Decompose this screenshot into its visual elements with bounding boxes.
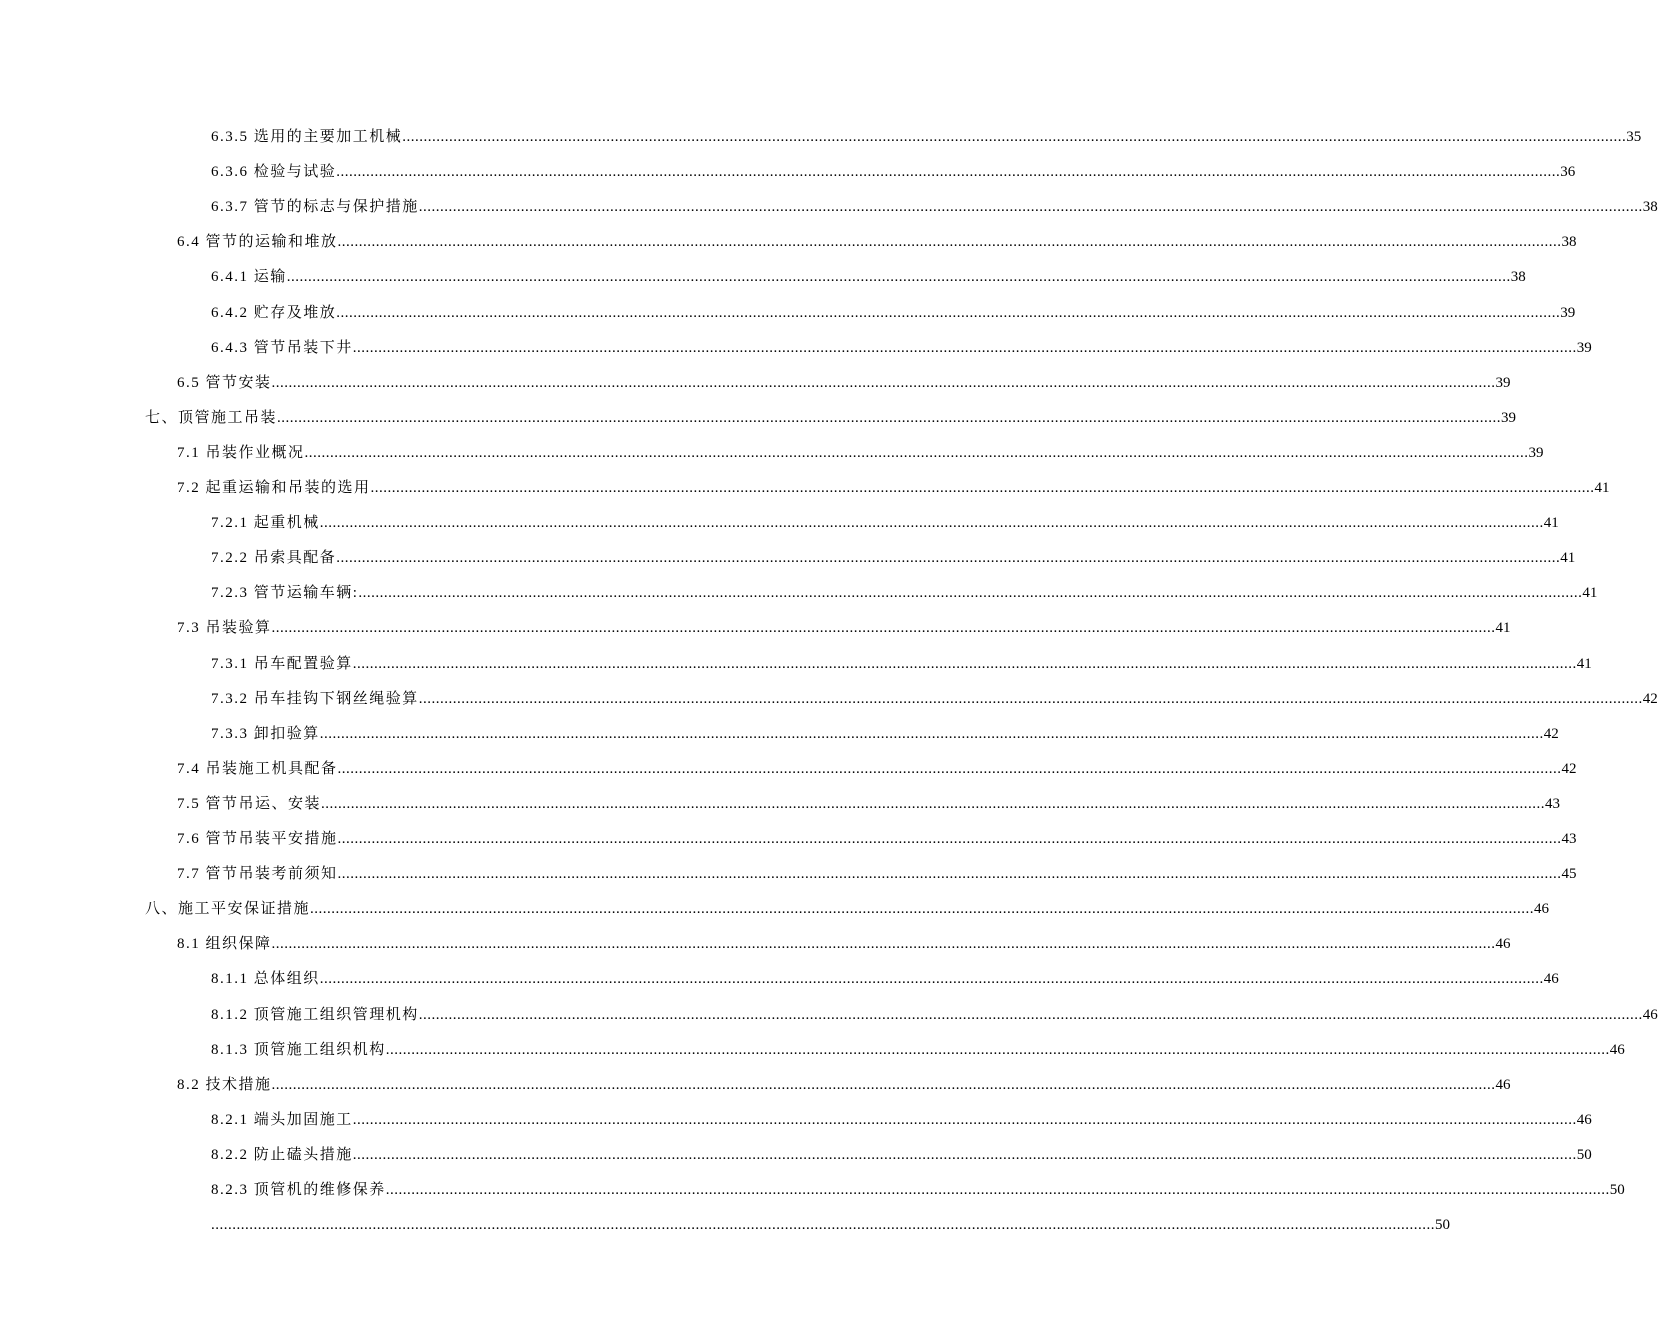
toc-page-number: 41 xyxy=(1576,655,1592,672)
toc-entry-title: 8.1 组织保障 xyxy=(177,936,272,953)
toc-entry[interactable] xyxy=(211,684,1658,714)
toc-dot-leader: ................................................................................................................................................................................................................................................................................................ xyxy=(418,690,1643,707)
toc-page-number: 39 xyxy=(1495,374,1511,391)
toc-dot-leader: ................................................................................................................................................................................................................................................................................................ xyxy=(385,1182,1610,1198)
toc-entry-title: 8.1.3 顶管施工组织机构 xyxy=(211,1041,386,1058)
toc-dot-leader: ................................................................................................................................................................................................................................................................................................ xyxy=(271,1076,1496,1093)
toc-page-number: 46 xyxy=(1543,971,1559,988)
toc-page-number: 50 xyxy=(1435,1217,1450,1234)
toc-entry-title: 6.4.3 管节吊装下井 xyxy=(211,339,353,356)
toc-dot-leader: ................................................................................................................................................................................................................................................................................................ xyxy=(319,515,1544,532)
toc-page-number: 41 xyxy=(1582,585,1598,602)
toc-entry-title: 7.3 吊装验算 xyxy=(177,620,272,637)
toc-page-number: 41 xyxy=(1594,480,1610,496)
toc-page-number: 41 xyxy=(1495,620,1511,637)
toc-entry-title: 6.3.5 选用的主要加工机械 xyxy=(211,129,403,145)
toc-entry[interactable] xyxy=(177,1070,1511,1100)
toc-page-number: 35 xyxy=(1626,129,1642,145)
toc-entry-title: 7.1 吊装作业概况 xyxy=(177,444,305,461)
toc-page-number: 45 xyxy=(1561,866,1577,883)
toc-dot-leader: ................................................................................................................................................................................................................................................................................................ xyxy=(271,620,1496,637)
toc-dot-leader: ................................................................................................................................................................................................................................................................................................ xyxy=(211,1217,1435,1234)
toc-entry[interactable] xyxy=(211,1140,1592,1170)
toc-entry-title: 7.3.3 卸扣验算 xyxy=(211,725,320,742)
toc-dot-leader: ................................................................................................................................................................................................................................................................................................ xyxy=(418,1006,1643,1023)
toc-page-number: 50 xyxy=(1609,1182,1625,1198)
toc-entry-title: 7.4 吊装施工机具配备 xyxy=(177,760,338,777)
toc-dot-leader: ................................................................................................................................................................................................................................................................................................ xyxy=(337,866,1562,883)
toc-dot-leader: ................................................................................................................................................................................................................................................................................................ xyxy=(277,409,1502,426)
toc-page-number: 46 xyxy=(1642,1006,1658,1023)
toc-entry-title: 7.5 管节吊运、安装 xyxy=(177,795,322,812)
toc-dot-leader: ................................................................................................................................................................................................................................................................................................ xyxy=(271,374,1496,391)
toc-entry[interactable] xyxy=(211,543,1576,573)
toc-entry[interactable] xyxy=(177,613,1511,643)
toc-page-number: 41 xyxy=(1543,515,1559,532)
toc-entry-title: 七、顶管施工吊装 xyxy=(145,409,278,426)
toc-entry[interactable] xyxy=(177,368,1511,398)
toc-entry[interactable] xyxy=(211,508,1559,538)
toc-entry-title: 7.6 管节吊装平安措施 xyxy=(177,831,338,847)
toc-page-number: 38 xyxy=(1642,199,1658,216)
toc-entry[interactable] xyxy=(211,1000,1658,1030)
toc-page-number: 39 xyxy=(1528,444,1544,461)
toc-entry[interactable] xyxy=(177,438,1544,468)
toc-entry[interactable] xyxy=(177,929,1511,959)
toc-entry[interactable] xyxy=(211,719,1559,749)
toc-dot-leader: ................................................................................................................................................................................................................................................................................................ xyxy=(336,304,1561,321)
toc-dot-leader: ................................................................................................................................................................................................................................................................................................ xyxy=(336,164,1561,181)
toc-page-number: 43 xyxy=(1561,831,1577,847)
toc-entry[interactable] xyxy=(211,298,1576,328)
toc-dot-leader: ................................................................................................................................................................................................................................................................................................ xyxy=(337,234,1562,251)
toc-page-number: 38 xyxy=(1561,234,1577,251)
toc-page-number: 38 xyxy=(1510,269,1526,286)
toc-entry-title: 6.3.6 检验与试验 xyxy=(211,164,337,181)
toc-dot-leader: ................................................................................................................................................................................................................................................................................................ xyxy=(370,480,1595,496)
toc-entry[interactable] xyxy=(211,157,1576,187)
toc-page-number: 39 xyxy=(1501,409,1517,426)
toc-entry-title: 8.2.3 顶管机的维修保养 xyxy=(211,1182,386,1198)
toc-dot-leader: ................................................................................................................................................................................................................................................................................................ xyxy=(319,971,1544,988)
toc-page-number: 50 xyxy=(1576,1146,1592,1163)
toc-entry-title: 7.2.1 起重机械 xyxy=(211,515,320,532)
toc-page-number: 46 xyxy=(1576,1111,1592,1128)
toc-page-number: 39 xyxy=(1560,304,1576,321)
toc-entry[interactable] xyxy=(211,649,1592,679)
toc-entry[interactable] xyxy=(211,578,1598,608)
toc-dot-leader: ................................................................................................................................................................................................................................................................................................ xyxy=(271,936,1496,953)
toc-entry[interactable] xyxy=(211,1105,1592,1135)
toc-entry-title: 8.2 技术措施 xyxy=(177,1076,272,1093)
toc-entry[interactable] xyxy=(177,473,1610,503)
toc-dot-leader: ................................................................................................................................................................................................................................................................................................ xyxy=(402,129,1627,145)
toc-page-number: 42 xyxy=(1642,690,1658,707)
toc-dot-leader: ................................................................................................................................................................................................................................................................................................ xyxy=(321,795,1546,812)
toc-page-number: 46 xyxy=(1495,936,1511,953)
toc-dot-leader: ................................................................................................................................................................................................................................................................................................ xyxy=(352,339,1577,356)
toc-page-number: 46 xyxy=(1609,1041,1625,1058)
toc-dot-leader: ................................................................................................................................................................................................................................................................................................ xyxy=(310,901,1535,918)
toc-entry[interactable] xyxy=(211,1210,1450,1240)
toc-entry[interactable] xyxy=(211,192,1658,222)
toc-entry-title: 7.3.1 吊车配置验算 xyxy=(211,655,353,672)
toc-entry[interactable] xyxy=(211,262,1526,292)
toc-entry[interactable] xyxy=(177,227,1577,257)
toc-page-number: 36 xyxy=(1560,164,1576,181)
toc-entry[interactable] xyxy=(211,122,1642,152)
toc-entry-title: 6.5 管节安装 xyxy=(177,374,272,391)
toc-entry[interactable] xyxy=(177,754,1577,784)
toc-dot-leader: ................................................................................................................................................................................................................................................................................................ xyxy=(337,831,1562,847)
toc-entry[interactable] xyxy=(211,964,1559,994)
toc-page-number: 42 xyxy=(1561,760,1577,777)
toc-entry-title: 6.3.7 管节的标志与保护措施 xyxy=(211,199,419,216)
toc-dot-leader: ................................................................................................................................................................................................................................................................................................ xyxy=(418,199,1643,216)
toc-entry[interactable] xyxy=(211,1175,1625,1205)
toc-entry-title: 8.1.1 总体组织 xyxy=(211,971,320,988)
toc-dot-leader: ................................................................................................................................................................................................................................................................................................ xyxy=(352,655,1577,672)
toc-entry[interactable] xyxy=(211,1035,1625,1065)
toc-dot-leader: ................................................................................................................................................................................................................................................................................................ xyxy=(336,550,1561,567)
toc-entry-title: 8.2.1 端头加固施工 xyxy=(211,1111,353,1128)
toc-entry[interactable] xyxy=(211,333,1592,363)
toc-entry[interactable] xyxy=(177,859,1577,889)
toc-page-number: 41 xyxy=(1560,550,1576,567)
toc-entry-title: 7.7 管节吊装考前须知 xyxy=(177,866,338,883)
toc-dot-leader: ................................................................................................................................................................................................................................................................................................ xyxy=(286,269,1511,286)
toc-entry[interactable] xyxy=(177,824,1577,854)
toc-entry-title: 7.3.2 吊车挂钩下钢丝绳验算 xyxy=(211,690,419,707)
toc-page-number: 46 xyxy=(1495,1076,1511,1093)
toc-entry-title: 八、施工平安保证措施 xyxy=(145,901,311,918)
toc-dot-leader: ................................................................................................................................................................................................................................................................................................ xyxy=(337,760,1562,777)
toc-dot-leader: ................................................................................................................................................................................................................................................................................................ xyxy=(352,1146,1577,1163)
toc-entry-title: 6.4 管节的运输和堆放 xyxy=(177,234,338,251)
toc-entry-title: 8.2.2 防止磕头措施 xyxy=(211,1146,353,1163)
toc-entry[interactable] xyxy=(145,894,1550,924)
toc-entry-title: 7.2 起重运输和吊装的选用 xyxy=(177,480,371,496)
toc-entry[interactable] xyxy=(177,789,1561,819)
toc-entry-title: 8.1.2 顶管施工组织管理机构 xyxy=(211,1006,419,1023)
toc-page-number: 42 xyxy=(1543,725,1559,742)
toc-entry[interactable] xyxy=(145,403,1517,433)
toc-dot-leader: ................................................................................................................................................................................................................................................................................................ xyxy=(358,585,1583,602)
toc-entry-title: 7.2.2 吊索具配备 xyxy=(211,550,337,567)
toc-entry-title: 6.4.2 贮存及堆放 xyxy=(211,304,337,321)
toc-dot-leader: ................................................................................................................................................................................................................................................................................................ xyxy=(304,444,1529,461)
toc-entry-title: 7.2.3 管节运输车辆: xyxy=(211,585,359,602)
toc-page-number: 43 xyxy=(1545,795,1561,812)
toc-page-number: 46 xyxy=(1534,901,1550,918)
toc-dot-leader: ................................................................................................................................................................................................................................................................................................ xyxy=(385,1041,1610,1058)
toc-entry-title: 6.4.1 运输 xyxy=(211,269,287,286)
toc-dot-leader: ................................................................................................................................................................................................................................................................................................ xyxy=(319,725,1544,742)
toc-page-number: 39 xyxy=(1576,339,1592,356)
toc-dot-leader: ................................................................................................................................................................................................................................................................................................ xyxy=(352,1111,1577,1128)
